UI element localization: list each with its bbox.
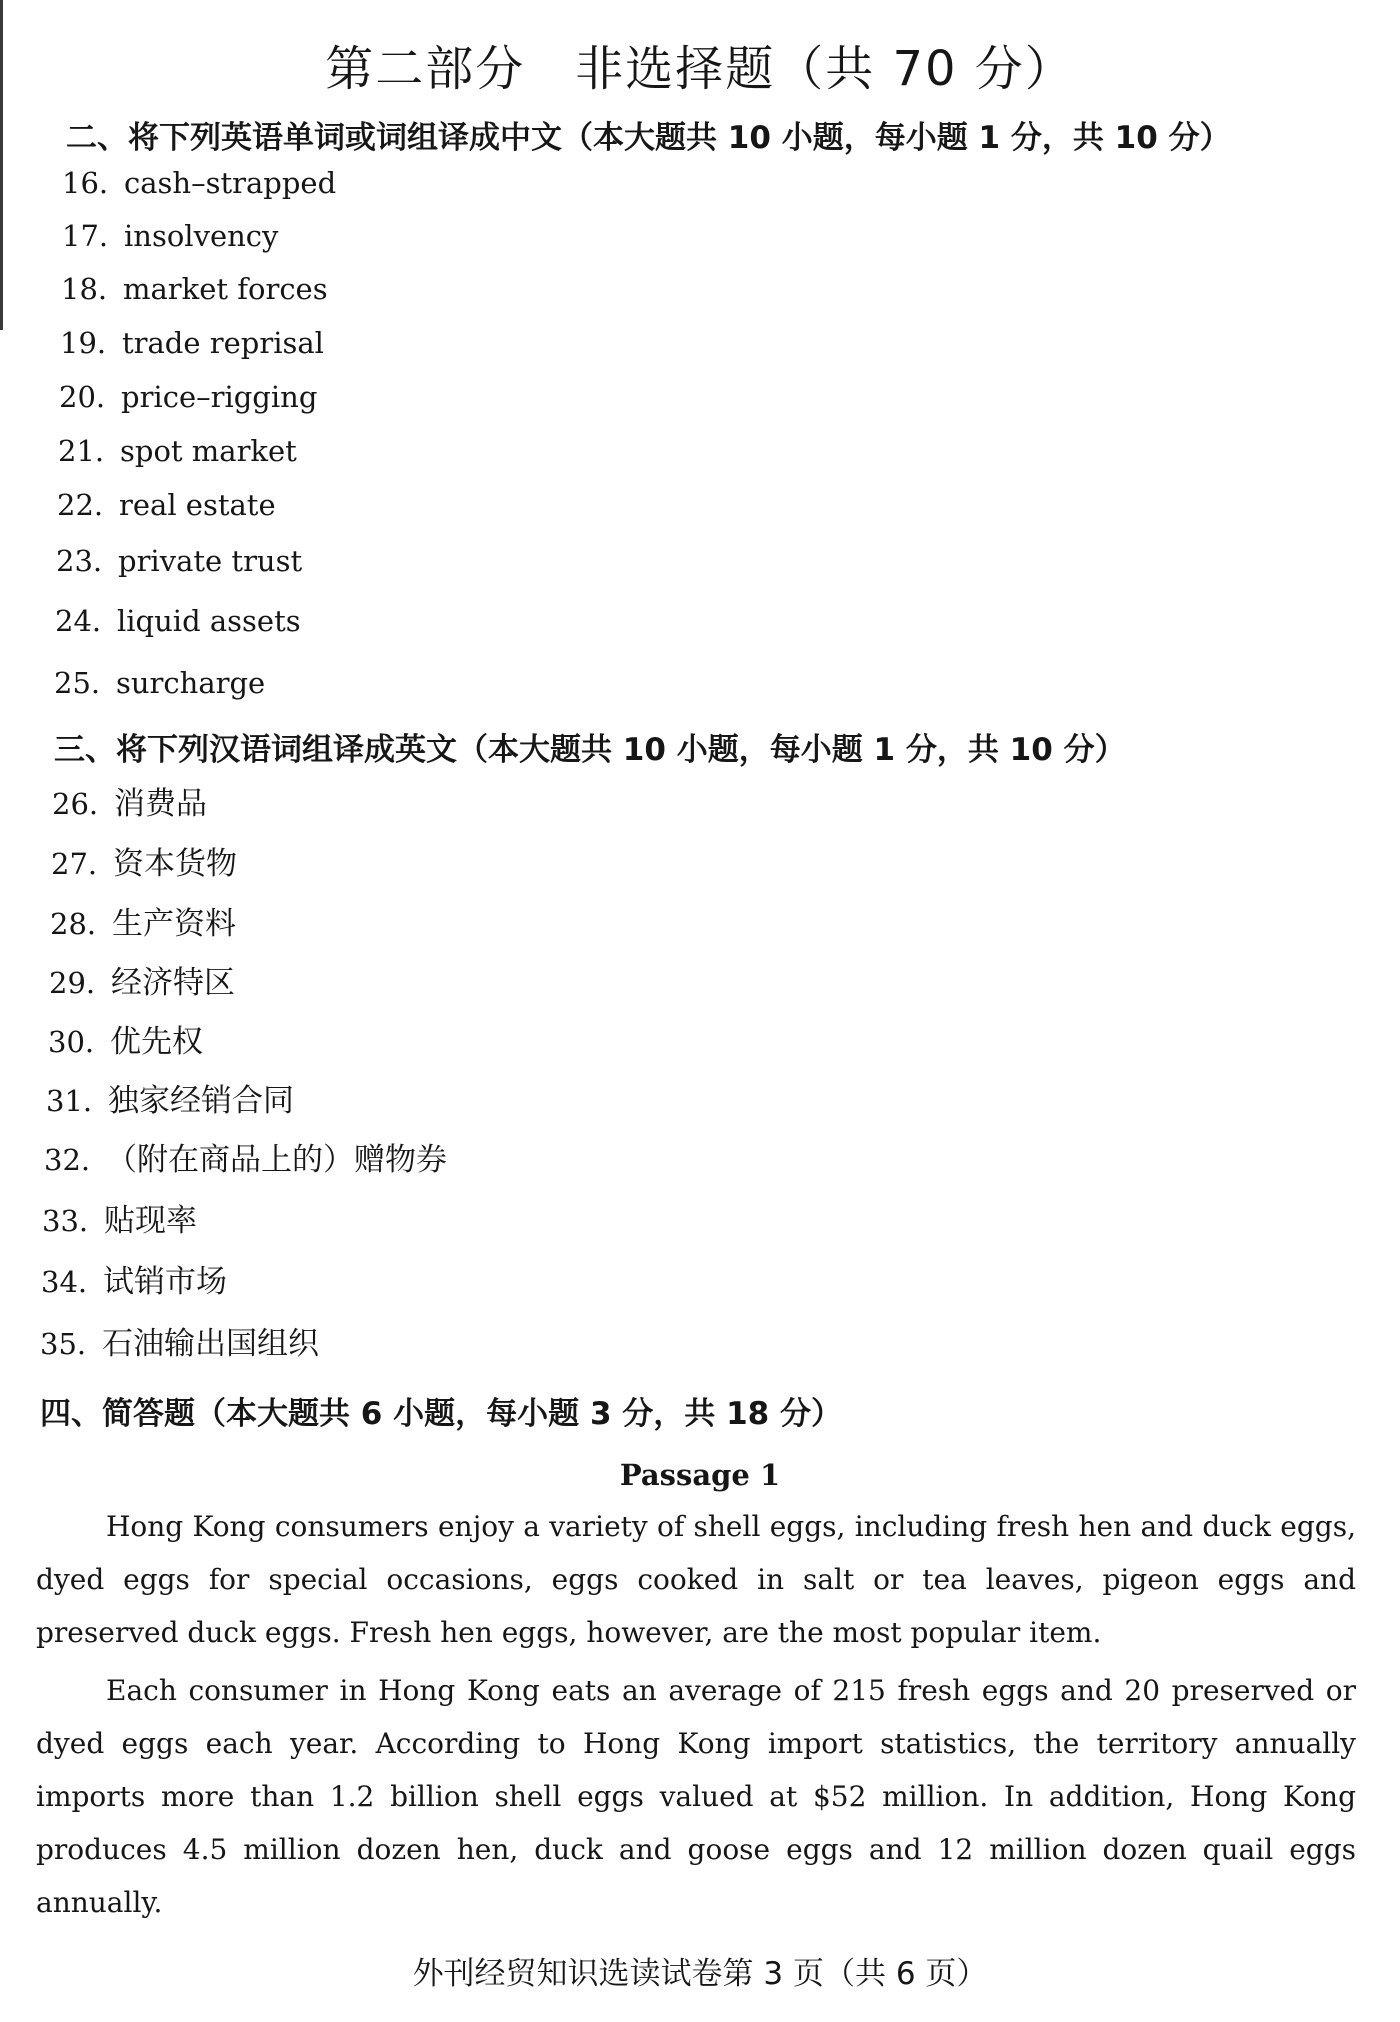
question-25 [54, 666, 265, 700]
question-26 [52, 778, 207, 823]
question-29 [49, 957, 235, 1002]
question-text: 试销市场 [103, 1264, 227, 1300]
question-18 [61, 272, 328, 306]
question-text: 经济特区 [111, 965, 235, 1001]
question-number: 34. [41, 1265, 88, 1299]
question-34 [41, 1256, 227, 1301]
section-3-heading: 三、将下列汉语词组译成英文（本大题共 10 小题，每小题 1 分，共 10 分） [54, 732, 1126, 768]
question-32 [44, 1134, 447, 1179]
question-number: 28. [50, 907, 97, 941]
section-4-heading: 四、简答题（本大题共 6 小题，每小题 3 分，共 18 分） [40, 1396, 843, 1432]
question-27 [51, 838, 237, 883]
page-title: 第二部分 非选择题（共 70 分） [325, 41, 1075, 97]
question-text: 消费品 [114, 786, 207, 822]
question-number: 27. [51, 847, 98, 881]
passage-title: Passage 1 [619, 1458, 781, 1492]
question-33 [42, 1195, 197, 1240]
question-number: 20. [59, 380, 106, 414]
question-number: 29. [49, 966, 96, 1000]
question-number: 22. [57, 488, 104, 522]
question-number: 35. [40, 1327, 87, 1361]
question-text: 资本货物 [113, 846, 237, 882]
question-21 [58, 434, 297, 468]
question-text: market forces [123, 272, 328, 306]
question-20 [59, 380, 317, 414]
question-text: 优先权 [110, 1024, 203, 1060]
question-17 [62, 219, 278, 253]
question-number: 16. [62, 166, 109, 200]
question-number: 21. [58, 434, 105, 468]
question-text: price–rigging [121, 380, 318, 414]
question-text: insolvency [124, 219, 279, 253]
question-text: liquid assets [117, 604, 301, 638]
question-number: 33. [42, 1204, 89, 1238]
question-22 [57, 488, 276, 522]
question-19 [60, 326, 324, 360]
question-31 [46, 1075, 294, 1120]
question-text: （附在商品上的）赠物券 [106, 1142, 447, 1178]
question-number: 19. [60, 326, 107, 360]
question-number: 25. [54, 666, 101, 700]
question-text: 生产资料 [112, 906, 236, 942]
question-35 [40, 1318, 319, 1363]
question-text: 独家经销合同 [108, 1083, 294, 1119]
question-number: 18. [61, 272, 108, 306]
page-footer: 外刊经贸知识选读试卷第 3 页（共 6 页） [412, 1956, 988, 1992]
question-number: 32. [44, 1143, 91, 1177]
question-text: private trust [118, 544, 303, 578]
question-number: 30. [48, 1025, 95, 1059]
question-28 [50, 898, 236, 943]
question-number: 23. [56, 544, 103, 578]
question-number: 31. [46, 1084, 93, 1118]
question-text: surcharge [116, 666, 266, 700]
question-text: spot market [120, 434, 297, 468]
question-text: cash–strapped [124, 166, 337, 200]
question-number: 24. [55, 604, 102, 638]
question-23 [56, 544, 302, 578]
question-number: 17. [62, 219, 109, 253]
question-24 [55, 604, 301, 638]
question-text: 贴现率 [104, 1203, 197, 1239]
question-text: real estate [119, 488, 276, 522]
passage-paragraph-1: Hong Kong consumers enjoy a variety of shell eggs, including fresh hen and duck eggs, dyed eggs for special occasions, eggs cooked in salt or tea leaves, pigeon eggs and preserved duck eggs. Fresh hen eggs, however, are the most popular item. [36, 1510, 1356, 1649]
passage-paragraph-2: Each consumer in Hong Kong eats an average of 215 fresh eggs and 20 preserved or dyed eggs each year. According to Hong Kong import statistics, the territory annually imports more than 1.2 billion shell eggs valued at $52 million. In addition, Hong Kong produces 4.5 million dozen hen, duck and goose eggs and 12 million dozen quail eggs annually. [36, 1674, 1356, 1919]
question-text: trade reprisal [122, 326, 324, 360]
question-16 [62, 166, 336, 200]
question-30 [48, 1016, 203, 1061]
question-text: 石油输出国组织 [102, 1326, 319, 1362]
question-number: 26. [52, 787, 99, 821]
section-2-heading: 二、将下列英语单词或词组译成中文（本大题共 10 小题，每小题 1 分，共 10 分） [66, 120, 1231, 156]
